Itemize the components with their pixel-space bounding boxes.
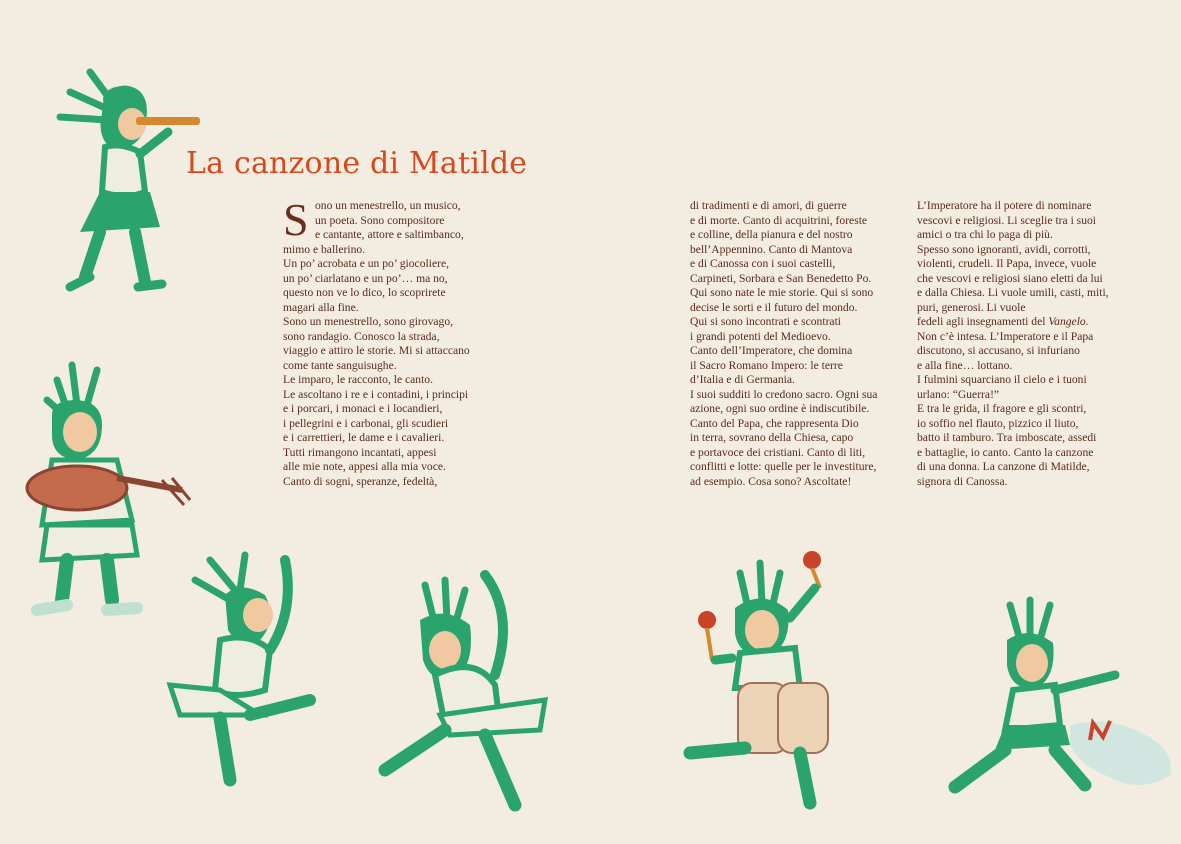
text-line: decise le sorti e il futuro del mondo.: [690, 300, 858, 314]
text-line: Le ascoltano i re e i contadini, i principi: [283, 387, 469, 401]
text-line: questo non ve lo dico, lo scoprirete: [283, 286, 446, 299]
text-line: conflitti e lotte: quelle per le investiture,: [690, 460, 877, 473]
text-line: un poeta. Sono compositore: [315, 213, 445, 227]
page-title: La canzone di Matilde: [186, 146, 528, 181]
lute-icon: [27, 466, 127, 510]
text-line: magari alla fine.: [283, 300, 359, 314]
italic-word: Vangelo.: [1048, 315, 1089, 328]
text-line: vescovi e religiosi. Li sceglie tra i suoi: [917, 213, 1097, 227]
text-line: Tutti rimangono incantati, appesi: [283, 445, 437, 459]
text-line: che vescovi e religiosi siano eletti da lui: [917, 271, 1103, 285]
text-line: batto il tamburo. Tra imboscate, assedi: [917, 431, 1097, 444]
maraca-icon: [803, 551, 821, 569]
text-line: azione, ogni suo ordine è indiscutibile.: [690, 402, 870, 415]
text-line: e i porcari, i monaci e i locandieri,: [283, 402, 443, 415]
text-line: i pellegrini e i carbonai, gli scudieri: [283, 416, 449, 430]
text-line: mimo e ballerino.: [283, 242, 366, 256]
dancer-illustration: [160, 540, 335, 805]
text-line: [917, 315, 1109, 330]
text-line: amici o tra chi lo paga di più.: [917, 228, 1053, 241]
text-line: Canto del Papa, che rappresenta Dio: [690, 416, 859, 430]
flute-icon: [136, 117, 200, 125]
text-line: di tradimenti e di amori, di guerre: [690, 199, 847, 212]
text-line: e colline, della pianura e del nostro: [690, 228, 853, 241]
text-line: ad esempio. Cosa sono? Ascoltate!: [690, 474, 852, 488]
text-line: di una donna. La canzone di Matilde,: [917, 460, 1090, 473]
text-line: come tante sanguisughe.: [283, 358, 397, 372]
text-line: e di Canossa con i suoi castelli,: [690, 257, 836, 270]
drummer-illustration: [670, 548, 845, 813]
text-line: Le imparo, le racconto, le canto.: [283, 373, 434, 386]
text-line: Non c’è intesa. L’Imperatore e il Papa: [917, 329, 1094, 343]
text-line: E tra le grida, il fragore e gli scontri,: [917, 402, 1087, 415]
text-line: urlano: “Guerra!”: [917, 387, 1000, 401]
drop-cap: S: [283, 194, 309, 245]
text-line: I suoi sudditi lo credono sacro. Ogni sua: [690, 387, 878, 401]
text-line: Carpineti, Sorbara e San Benedetto Po.: [690, 271, 872, 285]
text-line: alle mie note, appesi alla mia voce.: [283, 460, 446, 473]
text-line: violenti, crudeli. Il Papa, invece, vuole: [917, 257, 1097, 270]
text-line: bell’Appennino. Canto di Mantova: [690, 242, 853, 256]
text-line: I fulmini squarciano il cielo e i tuoni: [917, 373, 1087, 386]
text-line: sono randagio. Conosco la strada,: [283, 329, 440, 343]
text-line: signora di Canossa.: [917, 474, 1008, 488]
text-line: puri, generosi. Li vuole: [917, 300, 1026, 314]
text-line: Sono un menestrello, sono girovago,: [283, 315, 454, 328]
text-line: un po’ ciarlatano e un po’… ma no,: [283, 271, 448, 285]
text-line: e di morte. Canto di acquitrini, foreste: [690, 213, 868, 227]
text-line: e dalla Chiesa. Li vuole umili, casti, miti,: [917, 286, 1109, 299]
text-column-2: [690, 199, 877, 489]
text-line: in terra, sovrano della Chiesa, capo: [690, 431, 854, 444]
text-column-3: [917, 199, 1109, 489]
text-line: discutono, si accusano, si infuriano: [917, 344, 1080, 357]
text-line: Qui si sono incontrati e scontrati: [690, 315, 842, 328]
text-line: Qui sono nate le mie storie. Qui si sono: [690, 286, 874, 299]
banner-runner-illustration: [945, 595, 1181, 810]
text-line: L’Imperatore ha il potere di nominare: [917, 199, 1092, 212]
text-line: io soffio nel flauto, pizzico il liuto,: [917, 416, 1079, 430]
text-line: e battaglie, io canto. Canto la canzone: [917, 445, 1094, 459]
text-line: Canto di sogni, speranze, fedeltà,: [283, 474, 438, 488]
text-line: Spesso sono ignoranti, avidi, corrotti,: [917, 242, 1091, 256]
dancer-bowing-illustration: [365, 565, 560, 830]
text-line: e alla fine… lottano.: [917, 358, 1013, 372]
text-line: Un po’ acrobata e un po’ giocoliere,: [283, 257, 449, 270]
drum-icon: [778, 683, 828, 753]
flute-player-illustration: [50, 62, 210, 297]
text-line: e cantante, attore e saltimbanco,: [315, 228, 464, 241]
text-line: e portavoce dei cristiani. Canto di liti,: [690, 445, 866, 459]
text-line: viaggio e attiro le storie. Mi si attaccano: [283, 344, 470, 357]
text-line-lead: fedeli agli insegnamenti del: [917, 315, 1049, 328]
text-line: il Sacro Romano Impero: le terre: [690, 358, 843, 372]
text-line: i grandi potenti del Medioevo.: [690, 329, 831, 343]
text-line: e i carrettieri, le dame e i cavalieri.: [283, 431, 445, 444]
maraca-icon: [698, 611, 716, 629]
text-column-1: [283, 194, 470, 489]
text-line: ono un menestrello, un musico,: [315, 199, 461, 212]
text-line: d’Italia e di Germania.: [690, 373, 795, 386]
text-line: Canto dell’Imperatore, che domina: [690, 344, 853, 357]
